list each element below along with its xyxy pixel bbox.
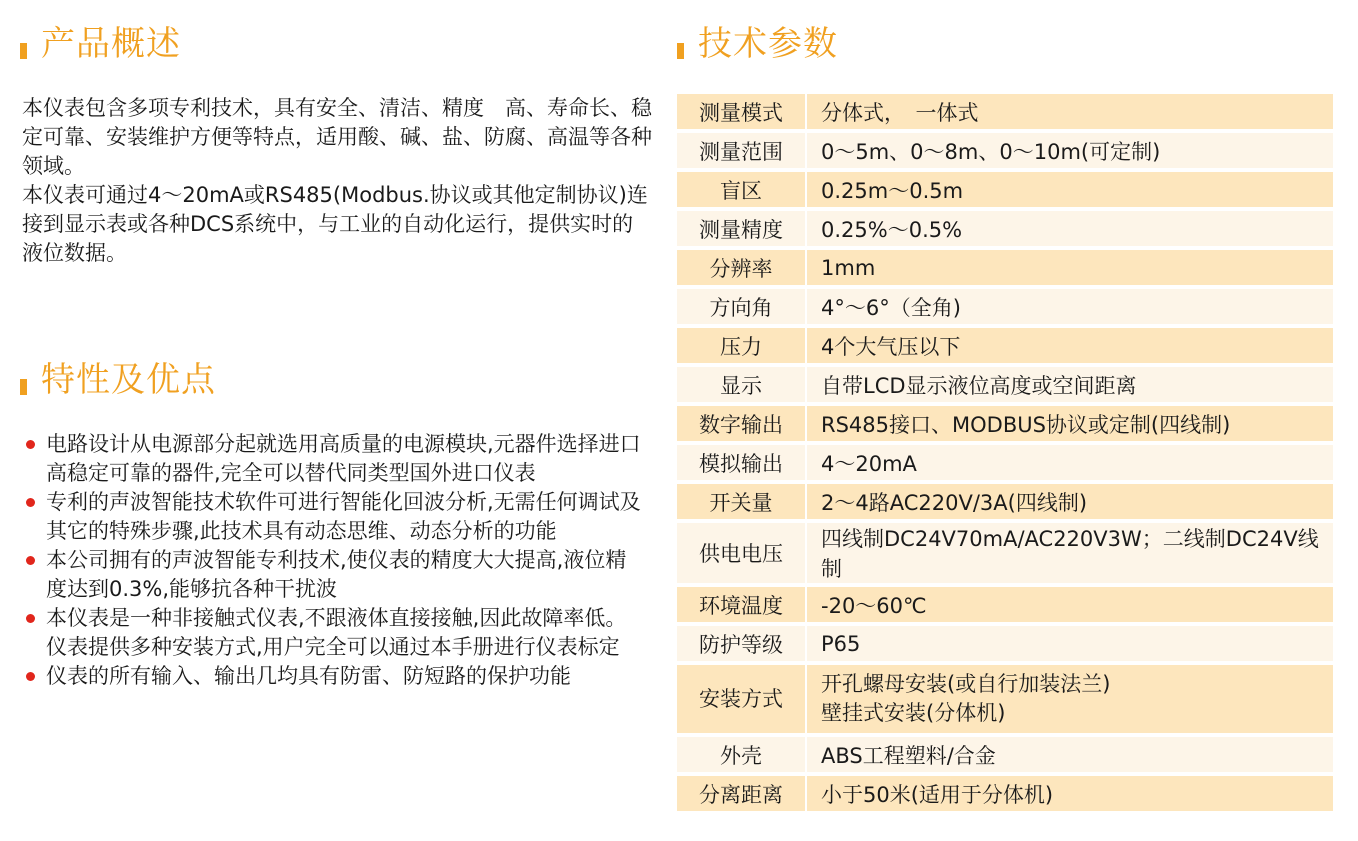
table-row bbox=[677, 131, 1333, 170]
bullet-icon bbox=[26, 556, 35, 565]
spec-value: 自带LCD显示液位高度或空间距离 bbox=[806, 365, 1333, 404]
bullet-icon bbox=[26, 498, 35, 507]
spec-value: 4°～6°（全角) bbox=[806, 287, 1333, 326]
spec-label: 安装方式 bbox=[677, 663, 806, 735]
table-row bbox=[677, 774, 1333, 813]
features-title: 特性及优点 bbox=[41, 360, 216, 400]
table-row bbox=[677, 170, 1333, 209]
table-row bbox=[677, 735, 1333, 774]
specs-title: 技术参数 bbox=[698, 24, 838, 64]
spec-value-line-2: 壁挂式安装(分体机) bbox=[821, 701, 1006, 725]
list-item bbox=[22, 604, 647, 662]
feature-text: 本仪表是一种非接触式仪表,不跟液体直接接触,因此故障率低。仪表提供多种安装方式,用户完全可以通过本手册进行仪表标定 bbox=[46, 606, 627, 659]
spec-value: ABS工程塑料/合金 bbox=[806, 735, 1333, 774]
spec-label: 外壳 bbox=[677, 735, 806, 774]
overview-paragraph-2: 本仪表可通过4～20mA或RS485(Modbus.协议或其他定制协议)连接到显示表或各种DCS系统中，与工业的自动化运行，提供实时的液位数据。 bbox=[22, 183, 648, 265]
spec-value: 2～4路AC220V/3A(四线制) bbox=[806, 482, 1333, 521]
spec-label: 模拟输出 bbox=[677, 443, 806, 482]
bullet-icon bbox=[26, 672, 35, 681]
table-row bbox=[677, 287, 1333, 326]
spec-label: 方向角 bbox=[677, 287, 806, 326]
table-row bbox=[677, 326, 1333, 365]
list-item bbox=[22, 662, 647, 691]
overview-title: 产品概述 bbox=[41, 24, 181, 64]
heading-marker bbox=[20, 43, 27, 59]
bullet-icon bbox=[26, 440, 35, 449]
spec-value: 1mm bbox=[806, 248, 1333, 287]
table-row bbox=[677, 365, 1333, 404]
spec-value bbox=[806, 663, 1333, 735]
spec-value-line-1: 开孔螺母安装(或自行加装法兰) bbox=[821, 672, 1111, 696]
spec-value: 4～20mA bbox=[806, 443, 1333, 482]
table-row bbox=[677, 94, 1333, 131]
feature-text: 专利的声波智能技术软件可进行智能化回波分析,无需任何调试及其它的特殊步骤,此技术具有动态思维、动态分析的功能 bbox=[46, 490, 641, 543]
table-row bbox=[677, 521, 1333, 585]
spec-value: 分体式， 一体式 bbox=[806, 94, 1333, 131]
spec-label: 压力 bbox=[677, 326, 806, 365]
table-row bbox=[677, 624, 1333, 663]
spec-label: 防护等级 bbox=[677, 624, 806, 663]
feature-text: 本公司拥有的声波智能专利技术,使仪表的精度大大提高,液位精度达到0.3%,能够抗各种干扰波 bbox=[46, 548, 627, 601]
feature-text: 仪表的所有输入、输出几均具有防雷、防短路的保护功能 bbox=[46, 664, 571, 688]
table-row bbox=[677, 663, 1333, 735]
spec-value: 小于50米(适用于分体机) bbox=[806, 774, 1333, 813]
spec-value: -20～60℃ bbox=[806, 585, 1333, 624]
table-row bbox=[677, 443, 1333, 482]
spec-value: 四线制DC24V70mA/AC220V3W；二线制DC24V线制 bbox=[806, 521, 1333, 585]
spec-label: 数字输出 bbox=[677, 404, 806, 443]
table-row bbox=[677, 482, 1333, 521]
spec-value: 4个大气压以下 bbox=[806, 326, 1333, 365]
table-row bbox=[677, 585, 1333, 624]
spec-label: 环境温度 bbox=[677, 585, 806, 624]
features-list bbox=[22, 430, 647, 691]
spec-table bbox=[677, 94, 1333, 815]
overview-paragraph-1: 本仪表包含多项专利技术，具有安全、清洁、精度 高、寿命长、稳定可靠、安装维护方便等特点，适用酸、碱、盐、防腐、高温等各种领域。 bbox=[22, 96, 652, 178]
list-item bbox=[22, 430, 647, 488]
spec-label: 开关量 bbox=[677, 482, 806, 521]
features-heading bbox=[20, 352, 216, 401]
spec-label: 测量精度 bbox=[677, 209, 806, 248]
spec-value: 0～5m、0～8m、0～10m(可定制) bbox=[806, 131, 1333, 170]
spec-label: 供电电压 bbox=[677, 521, 806, 585]
spec-label: 分辨率 bbox=[677, 248, 806, 287]
spec-value: P65 bbox=[806, 624, 1333, 663]
list-item bbox=[22, 488, 647, 546]
bullet-icon bbox=[26, 614, 35, 623]
table-row bbox=[677, 248, 1333, 287]
table-row bbox=[677, 404, 1333, 443]
spec-value: 0.25%～0.5% bbox=[806, 209, 1333, 248]
spec-label: 显示 bbox=[677, 365, 806, 404]
spec-label: 测量模式 bbox=[677, 94, 806, 131]
specs-heading bbox=[677, 16, 838, 65]
list-item bbox=[22, 546, 647, 604]
spec-value: 0.25m～0.5m bbox=[806, 170, 1333, 209]
spec-label: 分离距离 bbox=[677, 774, 806, 813]
overview-heading bbox=[20, 16, 181, 65]
table-row bbox=[677, 209, 1333, 248]
spec-label: 测量范围 bbox=[677, 131, 806, 170]
heading-marker bbox=[20, 379, 27, 395]
feature-text: 电路设计从电源部分起就选用高质量的电源模块,元器件选择进口高稳定可靠的器件,完全可以替代同类型国外进口仪表 bbox=[46, 432, 641, 485]
heading-marker bbox=[677, 43, 684, 59]
spec-value: RS485接口、MODBUS协议或定制(四线制) bbox=[806, 404, 1333, 443]
spec-label: 盲区 bbox=[677, 170, 806, 209]
